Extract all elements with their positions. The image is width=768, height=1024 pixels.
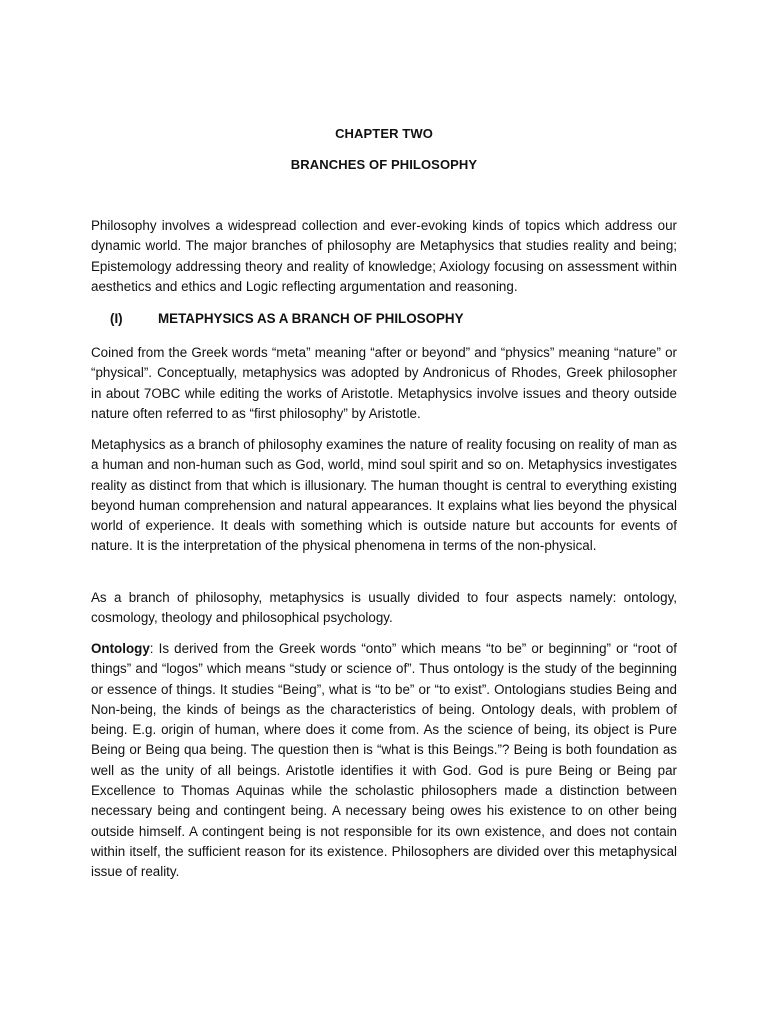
intro-paragraph: Philosophy involves a widespread collection and ever-evoking kinds of topics which address our dynamic world. The major branches of philosophy are Metaphysics that studies reality and being; Epistemology addressing theory and reality of knowledge; Axiology focusing on assessment within aesthetics and ethics and Logic reflecting argumentation and reasoning. <box>91 218 677 294</box>
paragraph-origin: Coined from the Greek words “meta” meaning “after or beyond” and “physics” meaning “nature” or “physical”. Conceptually, metaphysics was adopted by Andronicus of Rhodes, Greek philosopher in about 7OBC while editing the works of Aristotle. Metaphysics involve issues and theory outside nature often referred to as “first philosophy” by Aristotle. <box>91 345 677 421</box>
ontology-term: Ontology <box>91 641 150 656</box>
section-title: METAPHYSICS AS A BRANCH OF PHILOSOPHY <box>158 311 464 326</box>
ontology-text: : Is derived from the Greek words “onto” which means “to be” or beginning” or “root of things” and “logos” which means “study or science of”. Thus ontology is the study of the beginning or essence of things. It studies “Being”, what is “to be” or “to exist”. Ontologians studies Being and Non-being, the kinds of beings as the characteristics of being. Ontology deals, with problem of being. E.g. origin of human, where does it come from. As the science of being, its object is Pure Being or Being qua being. The question then is “what is this Beings.”? Being is both foundation as well as the unity of all beings. Aristotle identifies it with God. God is pure Being or Being par Excellence to Thomas Aquinas while the scholastic philosophers made a distinction between necessary being and contingent being. A necessary being owes his existence to on other being outside himself. A contingent being is not responsible for its own existence, and does not contain within itself, the sufficient reason for its existence. Philosophers are divided over this metaphysical issue of reality. <box>91 641 677 880</box>
paragraph-aspects: As a branch of philosophy, metaphysics is usually divided to four aspects namely: ontology, cosmology, theology and philosophical psychology. <box>91 590 677 626</box>
chapter-label: CHAPTER TWO <box>335 126 433 141</box>
section-heading <box>91 309 677 329</box>
section-number: (I) <box>110 311 123 326</box>
chapter-title: BRANCHES OF PHILOSOPHY <box>290 157 478 172</box>
paragraph-ontology <box>91 639 677 883</box>
paragraph-nature: Metaphysics as a branch of philosophy examines the nature of reality focusing on reality of man as a human and non-human such as God, world, mind soul spirit and so on. Metaphysics investigates reality as distinct from that which is illusionary. The human thought is central to everything existing beyond human comprehension and natural appearances. It explains what lies beyond the physical world of experience. It deals with something which is outside nature but accounts for events of nature. It is the interpretation of the physical phenomena in terms of the non-physical. <box>91 437 677 554</box>
